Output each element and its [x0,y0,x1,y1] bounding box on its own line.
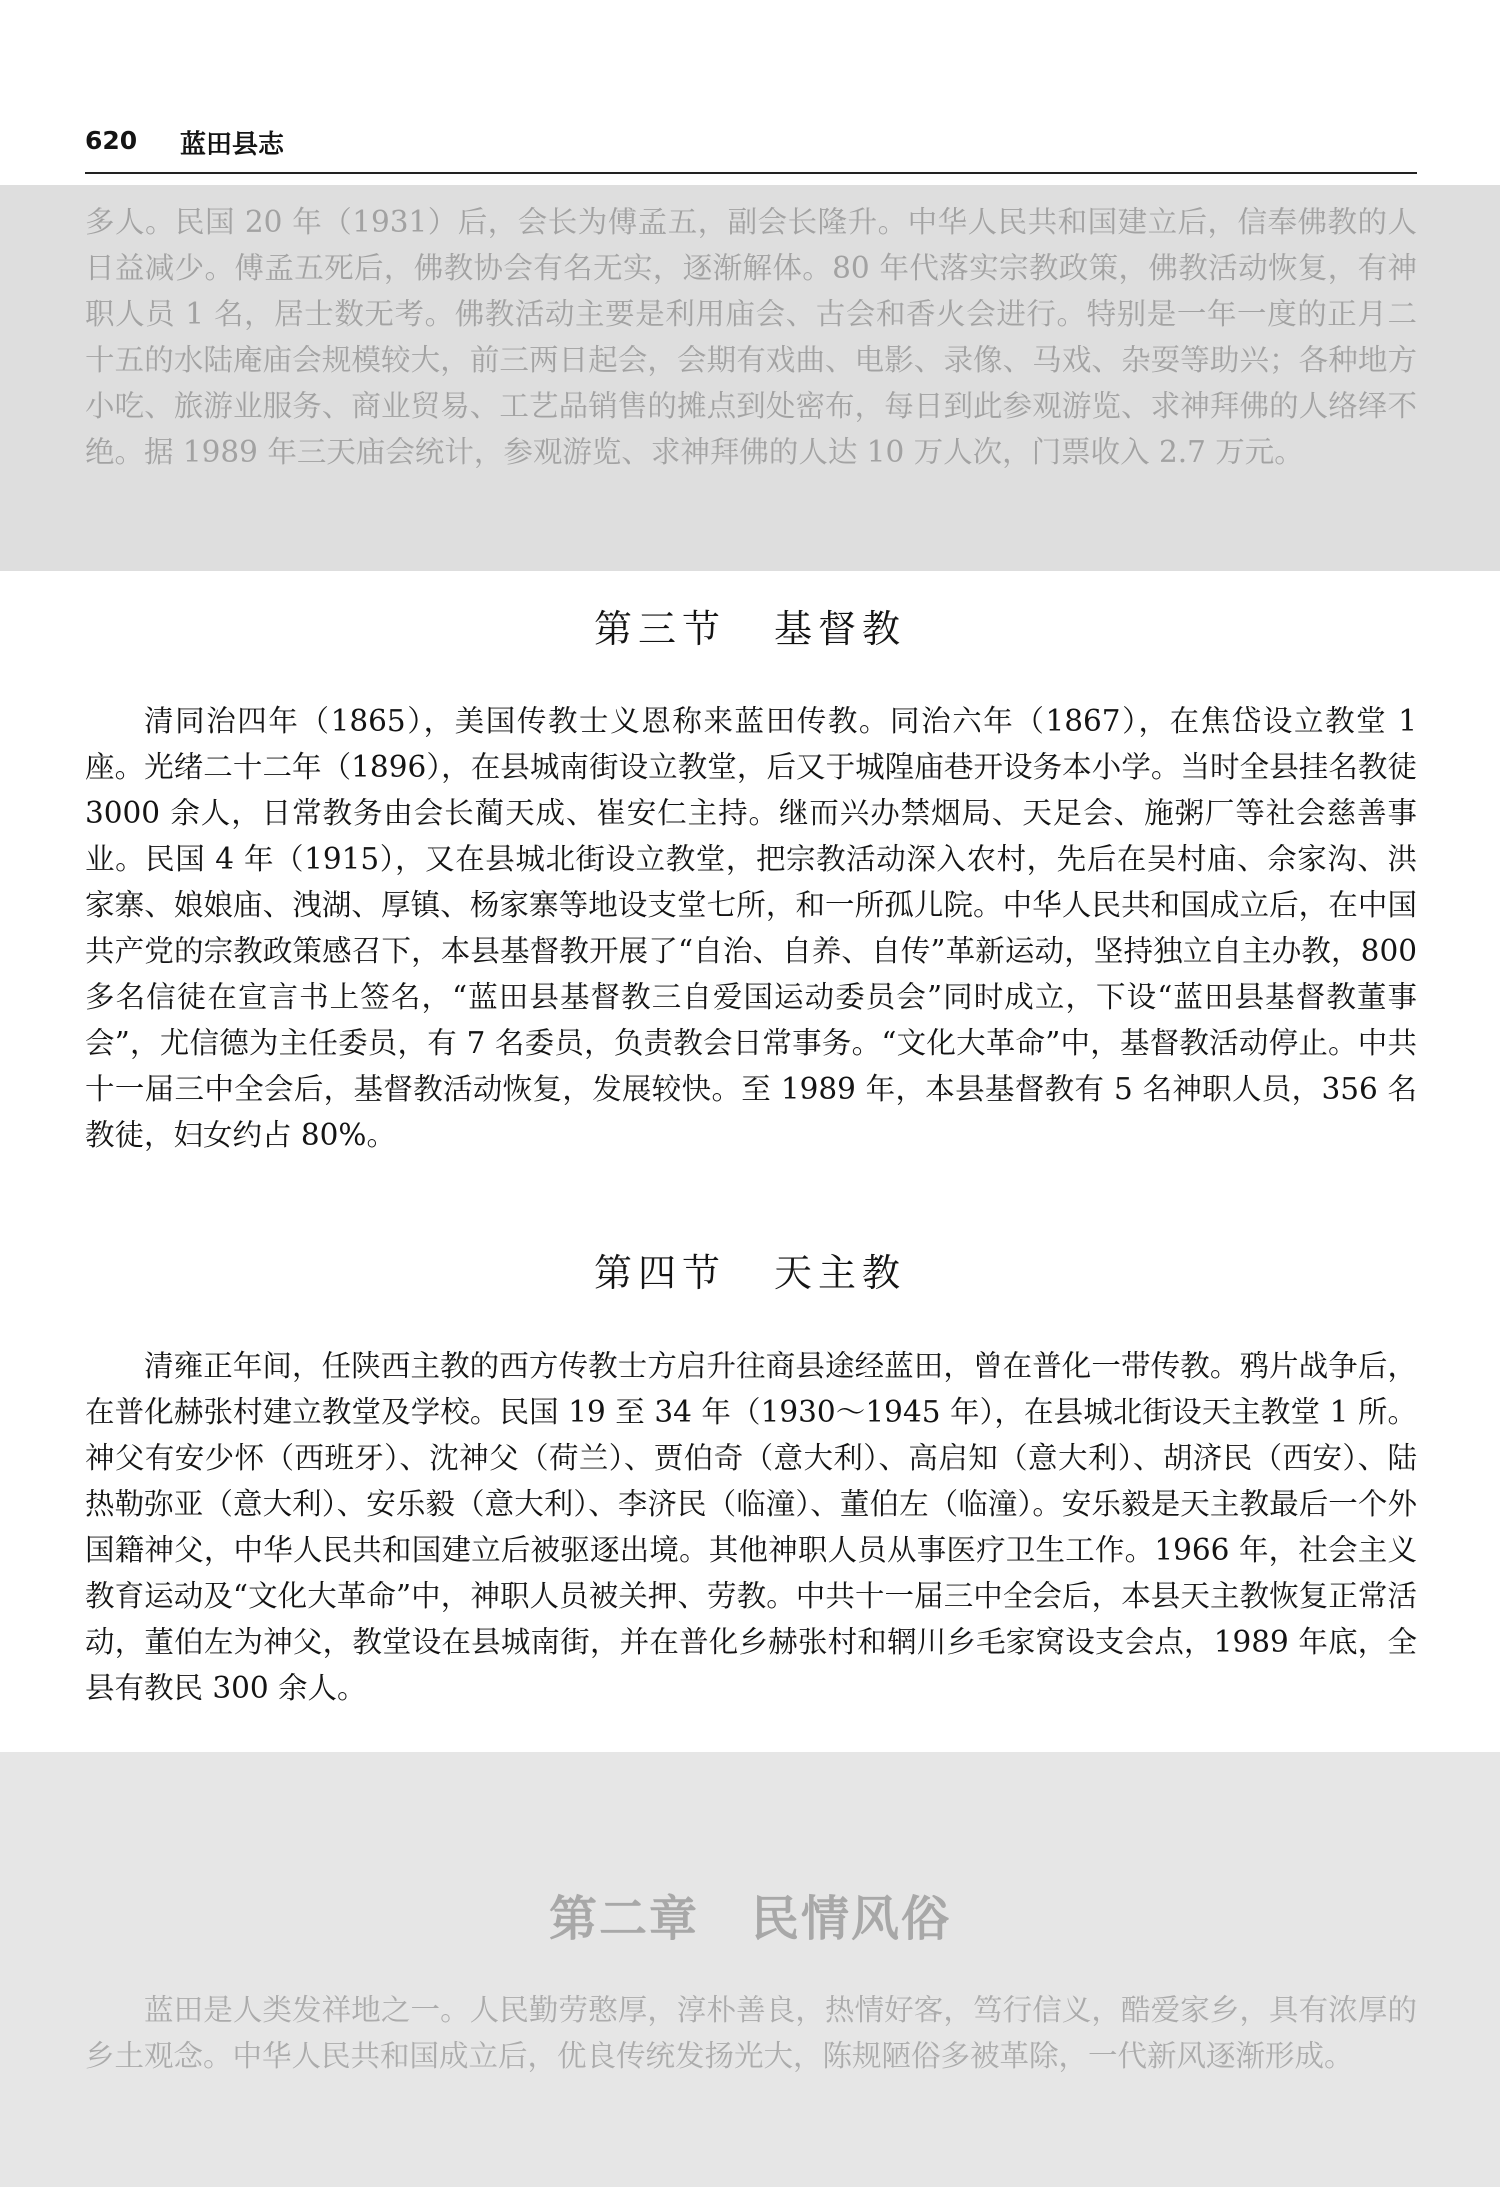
section-name: 天主教 [774,1251,907,1295]
page-number: 620 [85,126,138,155]
book-title: 蓝田县志 [180,130,285,160]
chapter-number: 第二章 [548,1891,699,1947]
christianity-paragraph: 清同治四年（1865），美国传教士义恩称来蓝田传教。同治六年（1867），在焦岱设立教堂 1 座。光绪二十二年（1896），在县城南街设立教堂，后又于城隍庙巷开设务本小学。当时全县挂名教徒 3000 余人，日常教务由会长蔺天成、崔安仁主持。继而兴办禁烟局、天足会、施粥厂等社会慈善事业。民国 4 年（1915），又在县城北街设立教堂，把宗教活动深入农村，先后在吴村庙、佘家沟、洪家寨、娘娘庙、洩湖、厚镇、杨家寨等地设支堂七所，和一所孤儿院。中华人民共和国成立后，在中国共产党的宗教政策感召下，本县基督教开展了“自治、自养、自传”革新运动，坚持独立自主办教，800 多名信徒在宣言书上签名，“蓝田县基督教三自爱国运动委员会”同时成立，下设“蓝田县基督教董事会”，尤信德为主任委员，有 7 名委员，负责教会日常事务。“文化大革命”中，基督教活动停止。中共十一届三中全会后，基督教活动恢复，发展较快。至 1989 年，本县基督教有 5 名神职人员，356 名教徒，妇女约占 80%。 [85,704,1417,1152]
catholicism-paragraph: 清雍正年间，任陕西主教的西方传教士方启升往商县途经蓝田，曾在普化一带传教。鸦片战争后，在普化赫张村建立教堂及学校。民国 19 至 34 年（1930～1945 年），在县城北街设天主教堂 1 所。神父有安少怀（西班牙）、沈神父（荷兰）、贾伯奇（意大利）、高启知（意大利）、胡济民（西安）、陆热勒弥亚（意大利）、安乐毅（意大利）、李济民（临潼）、董伯左（临潼）。安乐毅是天主教最后一个外国籍神父，中华人民共和国建立后被驱逐出境。其他神职人员从事医疗卫生工作。1966 年，社会主义教育运动及“文化大革命”中，神职人员被关押、劳教。中共十一届三中全会后，本县天主教恢复正常活动，董伯左为神父，教堂设在县城南街，并在普化乡赫张村和辋川乡毛家窝设支会点，1989 年底，全县有教民 300 余人。 [85,1349,1417,1705]
section-number: 第三节 [593,607,726,651]
page-header [85,122,1417,174]
section-title-christianity [0,598,1500,653]
section-name: 基督教 [774,607,907,651]
chapter-intro-paragraph: 蓝田是人类发祥地之一。人民勤劳憨厚，淳朴善良，热情好客，笃行信义，酷爱家乡，具有浓厚的乡土观念。中华人民共和国成立后，优良传统发扬光大，陈规陋俗多被革除，一代新风逐渐形成。 [85,1993,1417,2073]
chapter-name: 民情风俗 [751,1891,952,1947]
shaded-band-bottom [0,1752,1500,2187]
section-number: 第四节 [593,1251,726,1295]
section-title-catholicism [0,1242,1500,1297]
chapter-title [0,1880,1500,1949]
buddhism-paragraph-tail: 多人。民国 20 年（1931）后，会长为傅孟五，副会长隆升。中华人民共和国建立后，信奉佛教的人日益减少。傅孟五死后，佛教协会有名无实，逐渐解体。80 年代落实宗教政策，佛教活动恢复，有神职人员 1 名，居士数无考。佛教活动主要是利用庙会、古会和香火会进行。特别是一年一度的正月二十五的水陆庵庙会规模较大，前三两日起会，会期有戏曲、电影、录像、马戏、杂耍等助兴；各种地方小吃、旅游业服务、商业贸易、工艺品销售的摊点到处密布，每日到此参观游览、求神拜佛的人络绎不绝。据 1989 年三天庙会统计，参观游览、求神拜佛的人达 10 万人次，门票收入 2.7 万元。 [85,205,1417,469]
